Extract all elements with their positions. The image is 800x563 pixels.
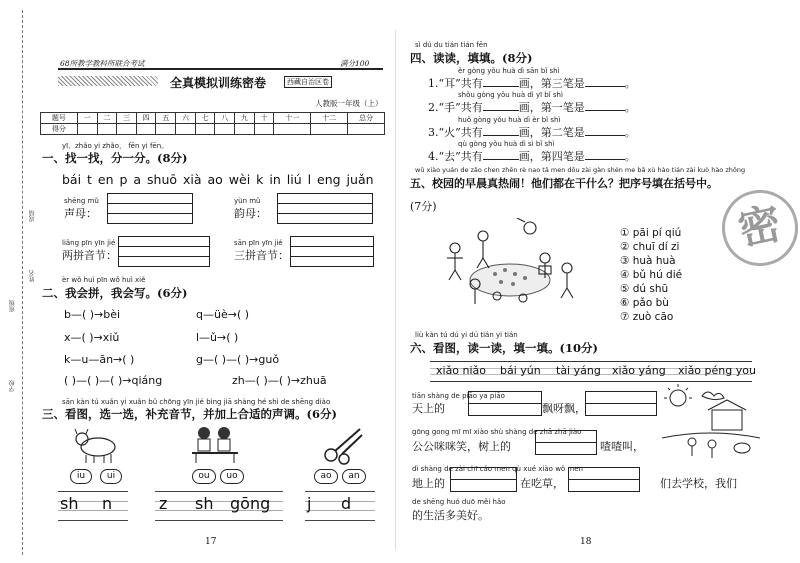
score-input-cell[interactable]: [176, 124, 196, 135]
score-input-cell[interactable]: [274, 124, 311, 135]
score-input-cell[interactable]: [97, 124, 117, 135]
q6-line3-pinyin: dì shàng de zài chī cǎo men qù xué xiào wǒ men: [412, 465, 583, 473]
q4-item2-text: 2.“手”共有: [428, 101, 483, 114]
answer-sh: sh: [60, 494, 79, 513]
score-row-label: 得分: [41, 124, 78, 135]
header-rule: [58, 68, 383, 70]
q5-option-4: ④ bǔ hú dié: [620, 269, 683, 281]
sanpin-label: 三拼音节：: [234, 249, 289, 262]
confidential-stamp: 密: [715, 183, 800, 273]
q6-line1-pinyin: tiān shàng de piāo ya piāo: [412, 392, 505, 400]
q2-row3-left: k—u—ān→( ): [64, 353, 135, 366]
score-input-cell[interactable]: [215, 124, 235, 135]
q4-item1-pinyin: ěr gòng yǒu huà dì sān bǐ shì: [458, 67, 560, 75]
answer-d: d: [341, 494, 352, 513]
option-ui[interactable]: ui: [100, 469, 122, 484]
q4-item2-pinyin: shǒu gòng yǒu huà dì yī bǐ shì: [458, 91, 563, 99]
score-input-cell[interactable]: [136, 124, 156, 135]
score-input-cell[interactable]: [254, 124, 274, 135]
q5-option-6: ⑥ pǎo bù: [620, 297, 669, 309]
q4-item2-blank2[interactable]: [585, 110, 625, 111]
page-divider: [395, 30, 396, 550]
q6-line1-a: 天上的: [412, 402, 445, 415]
q4-item1-end: 。: [624, 77, 636, 90]
q4-item3-text: 3.“火”共有: [428, 126, 483, 139]
q6-line3-a: 地上的: [412, 477, 445, 490]
q4-item3-blank2[interactable]: [585, 135, 625, 136]
score-cell: 十二: [311, 113, 348, 124]
answer-sh-2: sh: [195, 494, 214, 513]
children-sitting-illustration: [190, 425, 240, 465]
q4-item1: [428, 75, 636, 91]
score-cell: 十: [254, 113, 274, 124]
q4-item1-blank2[interactable]: [585, 86, 625, 87]
score-cell: 八: [215, 113, 235, 124]
grade-label: 人教版一年级（上）: [315, 99, 383, 108]
q4-item2: [428, 99, 636, 115]
yunmu-label: 韵母：: [234, 207, 267, 220]
word-xiao-yang: xiǎo yáng: [612, 364, 666, 377]
q4-item2-mid: 画，第一笔是: [518, 101, 585, 114]
score-cell: 十一: [274, 113, 311, 124]
score-input-cell[interactable]: [195, 124, 215, 135]
option-uo[interactable]: uo: [220, 469, 244, 484]
writing-lines-2[interactable]: [155, 491, 283, 521]
liangpin-box-3[interactable]: [118, 256, 210, 267]
score-input-cell[interactable]: [77, 124, 97, 135]
binding-label-school: 学校: [9, 380, 16, 392]
score-cell: 五: [156, 113, 176, 124]
q2-row2-right: l—ǔ→( ): [196, 331, 239, 344]
option-ou[interactable]: ou: [192, 469, 216, 484]
yunmu-pinyin: yùn mǔ: [234, 197, 261, 205]
shengmu-label: 声母：: [64, 207, 97, 220]
q2-row1-left: b—( )→bèi: [64, 308, 121, 321]
full-marks: 满分100: [340, 59, 370, 68]
q4-item3-mid: 画，第二笔是: [518, 126, 585, 139]
q6-line2-b: 喳喳叫，: [600, 440, 644, 453]
score-cell: 一: [77, 113, 97, 124]
q5-option-3: ③ huà huà: [620, 255, 676, 267]
word-xiao-niao: xiǎo niǎo: [436, 364, 487, 377]
q5-pinyin: wǔ xiào yuán de zǎo chen zhēn rè nao tā men dōu zài gàn shén me bǎ xù hào tián zài kuò hào zhōng: [415, 166, 746, 174]
q4-item1-mid: 画，第三笔是: [518, 77, 585, 90]
score-cell: 二: [97, 113, 117, 124]
q5-option-7: ⑦ zuò cāo: [620, 311, 674, 323]
q5-title: 五、校园的早晨真热闹！他们都在干什么？把序号填在括号中。: [410, 177, 718, 190]
q4-item2-end: 。: [624, 101, 636, 114]
score-input-cell[interactable]: [311, 124, 348, 135]
option-iu[interactable]: iu: [70, 469, 92, 484]
binding-label-class: 班级: [9, 300, 16, 312]
binding-label-score: 成绩: [29, 210, 36, 222]
q4-item4-text: 4.“去”共有: [428, 150, 483, 163]
q2-title: 二、我会拼，我会写。(6分): [42, 286, 188, 300]
score-cell: 九: [235, 113, 255, 124]
q4-item4-mid: 画，第四笔是: [518, 150, 585, 163]
q4-item4-pinyin: qù gòng yǒu huà dì sì bǐ shì: [458, 140, 555, 148]
score-table: [40, 112, 385, 135]
sanpin-pinyin: sān pīn yīn jié: [234, 239, 283, 247]
q4-title: 四、读读，填填。(8分): [410, 51, 533, 65]
q2-row1-right: q—üè→( ): [196, 308, 250, 321]
q6-line2-a: 公公咪咪笑，树上的: [412, 440, 511, 453]
q4-item3-blank1[interactable]: [483, 135, 519, 136]
scissors-illustration: [322, 425, 364, 465]
page-number-left: 17: [205, 537, 217, 547]
yunmu-box-3[interactable]: [277, 213, 373, 224]
q6-title: 六、看图，读一读，填一填。(10分): [410, 341, 598, 355]
q5-option-2: ② chuī dí zi: [620, 241, 680, 253]
schoolyard-illustration: [435, 218, 585, 310]
header-pattern: [58, 76, 158, 86]
q6-blank5-bottom[interactable]: [568, 479, 640, 492]
q6-line4: 的生活多美好。: [412, 509, 489, 522]
word-bank: [430, 361, 756, 382]
score-value-row: [41, 124, 385, 135]
q4-item1-text: 1.“耳”共有: [428, 77, 483, 90]
score-header-row: [41, 113, 385, 124]
q4-item4-end: 。: [624, 150, 636, 163]
writing-lines-1[interactable]: [58, 491, 128, 521]
q4-item3-pinyin: huǒ gòng yǒu huà dì èr bǐ shì: [458, 116, 561, 124]
liangpin-pinyin: liǎng pīn yīn jié: [62, 239, 116, 247]
score-cell: 七: [195, 113, 215, 124]
answer-z: z: [159, 494, 168, 513]
liangpin-label: 两拼音节：: [62, 249, 117, 262]
q5-option-1: ① pāi pí qiú: [620, 227, 682, 239]
region-badge: 西藏自治区卷: [284, 76, 332, 88]
score-cell: 三: [117, 113, 137, 124]
q4-item3-end: 。: [624, 126, 636, 139]
q6-line4-pinyin: de shēng huó duō měi hǎo: [412, 498, 506, 506]
q6-blank2-bottom[interactable]: [585, 403, 657, 416]
shengmu-box-3[interactable]: [107, 213, 193, 224]
q1-title: 一、找一找，分一分。(8分): [42, 151, 188, 165]
q4-item2-blank1[interactable]: [483, 110, 519, 111]
word-tai-yang: tài yáng: [556, 364, 601, 377]
q2-row4-left: ( )—( )—( )→qiáng: [64, 374, 163, 387]
village-illustration: [662, 384, 760, 460]
score-cell: 题号: [41, 113, 78, 124]
q4-item1-blank1[interactable]: [483, 86, 519, 87]
word-xiao-peng-you: xiǎo péng you: [678, 364, 756, 377]
score-cell: 四: [136, 113, 156, 124]
q4-item3: [428, 124, 636, 140]
score-cell: 六: [176, 113, 196, 124]
answer-j: j: [307, 494, 312, 513]
q4-item4-blank2[interactable]: [585, 159, 625, 160]
score-input-cell[interactable]: [235, 124, 255, 135]
q2-row3-right: g—( )—( )→guǒ: [196, 353, 280, 366]
q4-pinyin: sì dú du tián tián fēn: [415, 41, 488, 49]
q4-item4-blank1[interactable]: [483, 159, 519, 160]
q4-item4: [428, 148, 636, 164]
shengmu-pinyin: shēng mǔ: [64, 197, 99, 205]
page-number-right: 18: [580, 537, 592, 547]
q6-blank1-bottom[interactable]: [468, 403, 542, 416]
binding-strip: [0, 0, 38, 563]
cow-illustration: [72, 425, 120, 465]
q6-line1-b: 飘呀飘，: [542, 402, 586, 415]
sanpin-box-3[interactable]: [290, 256, 374, 267]
tagline: 68所教学教科所联合考试: [60, 59, 145, 68]
q2-pinyin: èr wǒ huì pīn wǒ huì xiě: [62, 276, 146, 284]
q6-blank4-bottom[interactable]: [450, 479, 517, 492]
score-cell: 总分: [348, 113, 385, 124]
paper-title: 全真模拟训练密卷: [170, 76, 267, 90]
q6-line2-pinyin: gōng gong mī mī xiào shù shàng de zhā zhā jiào: [412, 428, 582, 436]
q2-row4-right: zh—( )—( )→zhuā: [232, 374, 327, 387]
q5-option-5: ⑤ dú shū: [620, 283, 669, 295]
q6-blank3-bottom[interactable]: [535, 442, 597, 455]
cut-line: [22, 10, 23, 555]
answer-n: n: [102, 494, 113, 513]
answer-gong: gōng: [230, 494, 271, 513]
q1-letters: bái t en p a shuō xià ao wèi k in liú l eng juǎn: [62, 172, 374, 187]
q6-line3-b: 在吃草，: [520, 477, 564, 490]
q2-row2-left: x—( )→xiǔ: [64, 331, 120, 344]
binding-label-name: 姓名: [29, 270, 36, 282]
option-ao[interactable]: ao: [314, 469, 338, 484]
score-input-cell[interactable]: [348, 124, 385, 135]
q3-pinyin: sān kàn tú xuǎn yi xuǎn bǔ chōng yīn jié bìng jiā shàng hé shì de shēng diào: [62, 398, 331, 406]
writing-lines-3[interactable]: [305, 491, 375, 521]
q6-line3-c: 们去学校，我们: [660, 477, 737, 490]
score-input-cell[interactable]: [117, 124, 137, 135]
q1-pinyin: yī、zhǎo yi zhǎo， fēn yi fēn。: [62, 142, 169, 150]
q3-title: 三、看图，选一选，补充音节，并加上合适的声调。(6分): [42, 407, 337, 421]
score-input-cell[interactable]: [156, 124, 176, 135]
option-an[interactable]: an: [342, 469, 366, 484]
q5-score: (7分): [410, 200, 437, 213]
word-bai-yun: bái yún: [500, 364, 541, 377]
q6-pinyin: liù kàn tú dú yi dú tián yi tián: [415, 331, 518, 339]
